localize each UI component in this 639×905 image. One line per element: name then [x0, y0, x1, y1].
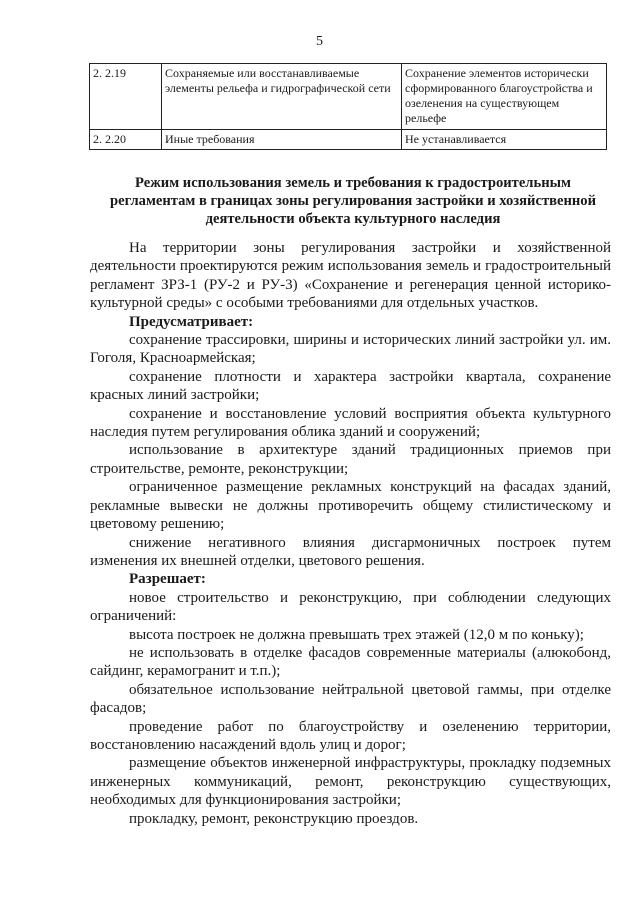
list-item: размещение объектов инженерной инфраструктуры, прокладку подземных инженерных коммуникаций, ремонт, реконструкцию существующих, необходимых для функционирования застройки; [90, 755, 611, 809]
row-parameter: Иные требования [162, 130, 402, 150]
list-item: использование в архитектуре зданий традиционных приемов при строительстве, ремонте, реконструкции; [90, 442, 611, 477]
list-item: сохранение и восстановление условий восприятия объекта культурного наследия путем регулирования облика зданий и сооружений; [90, 405, 611, 441]
table-row [90, 64, 607, 130]
row-value: Не устанавливается [402, 130, 607, 150]
list-item: сохранение плотности и характера застройки квартала, сохранение красных линий застройки; [90, 368, 611, 404]
list-item: не использовать в отделке фасадов современные материалы (алюкобонд, сайдинг, керамогранит и т.п.); [90, 644, 611, 680]
row-value: Сохранение элементов исторически сформированного благоустройства и озеленения на существующем рельефе [402, 64, 607, 130]
row-number: 2. 2.19 [90, 64, 162, 130]
body-text [90, 239, 611, 828]
row-number: 2. 2.20 [90, 130, 162, 150]
list-item: новое строительство и реконструкцию, при соблюдении следующих ограничений: [90, 589, 611, 625]
page-number: 5 [316, 34, 323, 49]
section-heading: Режим использования земель и требования к градостроительным регламентам в границах зоны регулирования застройки и хозяйственной деятельности объекта культурного наследия [110, 175, 596, 227]
row-parameter: Сохраняемые или восстанавливаемые элементы рельефа и гидрографической сети [162, 64, 402, 130]
list-item: ограниченное размещение рекламных конструкций на фасадах зданий, рекламные вывески не должны противоречить общему стилистическому и цветовому решению; [90, 479, 611, 533]
permits-label: Разрешает: [129, 571, 206, 588]
list-item: снижение негативного влияния дисгармоничных построек путем изменения их внешней отделки, цветового решения. [90, 534, 611, 569]
list-item: прокладку, ремонт, реконструкцию проездов. [129, 810, 419, 827]
list-item: проведение работ по благоустройству и озеленению территории, восстановлению насаждений вдоль улиц и дорог; [90, 718, 611, 753]
body-paragraph: На территории зоны регулирования застройки и хозяйственной деятельности проектируются режим использования земель и градостроительный регламент ЗРЗ-1 (РУ-2 и РУ-3) «Сохранение и регенерация ценной историко-культурной среды» с особыми требованиями для отдельных участков. [90, 240, 611, 312]
table-row [90, 130, 607, 150]
list-item: сохранение трассировки, ширины и исторических линий застройки ул. им. Гоголя, Красноармейская; [90, 332, 611, 367]
provides-label: Предусматривает: [129, 313, 254, 330]
requirements-table [89, 63, 607, 150]
list-item: обязательное использование нейтральной цветовой гаммы, при отделке фасадов; [90, 681, 611, 717]
list-item: высота построек не должна превышать трех этажей (12,0 м по коньку); [129, 626, 584, 643]
